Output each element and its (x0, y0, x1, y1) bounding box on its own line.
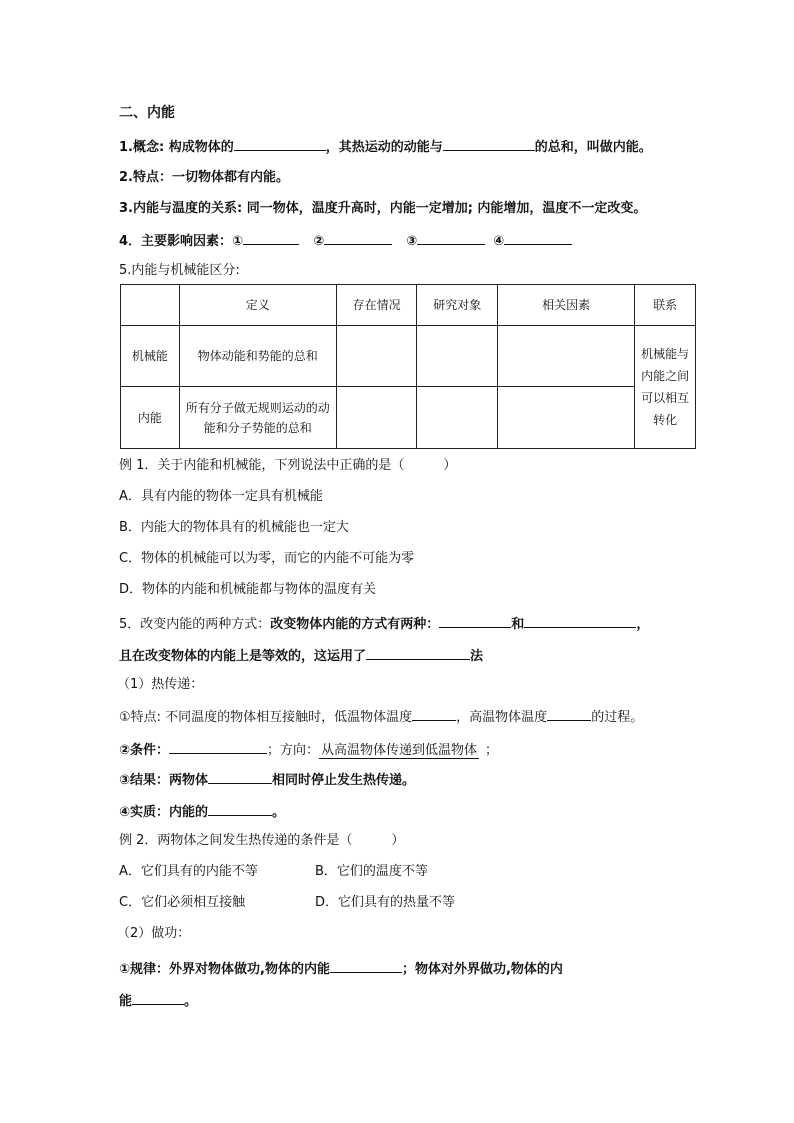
blank (417, 231, 485, 245)
blank (524, 614, 636, 628)
empty-cell (417, 387, 498, 449)
row-definition: 物体动能和势能的总和 (179, 326, 336, 387)
heat-cond-mid: ；方向： (267, 743, 320, 758)
empty-cell (498, 326, 635, 387)
empty-cell (336, 387, 417, 449)
heat-essence-prefix: ④实质：内能的 (119, 805, 209, 820)
factor-4: ④ (493, 234, 505, 249)
example2-option-a: A．它们具有的内能不等 (119, 864, 258, 879)
row-definition: 所有分子做无规则运动的动能和分子势能的总和 (179, 387, 336, 449)
blank (234, 137, 326, 151)
heat-result-prefix: ③结果：两物体 (119, 773, 209, 788)
relation-line: 3.内能与温度的关系: 同一物体，温度升高时，内能一定增加; 内能增加，温度不一定改变。 (119, 201, 647, 216)
blank (366, 646, 470, 660)
factor-3: ③ (406, 234, 418, 249)
factor-2: ② (313, 234, 325, 249)
change-line-2 (119, 646, 483, 666)
feature-line: 2.特点：一切物体都有内能。 (119, 170, 289, 185)
table-header-row (121, 285, 696, 326)
empty-cell (336, 326, 417, 387)
heat-feature-mid: ，高温物体温度 (456, 710, 548, 725)
change-bold: 改变物体内能的方式有两种： (270, 617, 440, 632)
table-row (121, 387, 696, 449)
change-line (119, 614, 649, 634)
factor-1: ① (232, 234, 244, 249)
heat-feature-prefix: ①特点: 不同温度的物体相互接触时，低温物体温度 (119, 710, 413, 725)
change-end: ， (636, 617, 650, 632)
concept-prefix: 1.概念: 构成物体的 (119, 140, 234, 155)
heat-essence (119, 802, 285, 822)
diff-title: 5.内能与机械能区分: (119, 263, 240, 278)
work-line2-prefix: 能 (119, 994, 133, 1009)
work-rule-mid: ；物体对外界做功,物体的内 (401, 962, 563, 977)
factors-line (119, 231, 572, 251)
header-cell (121, 285, 180, 326)
example1-option-d: D．物体的内能和机械能都与物体的温度有关 (119, 582, 377, 597)
change-line2-prefix: 且在改变物体的内能上是等效的，这运用了 (119, 649, 367, 664)
concept-suffix: 的总和，叫做内能。 (534, 140, 652, 155)
blank (443, 137, 535, 151)
header-cell: 相关因素 (498, 285, 635, 326)
example1-option-c: C．物体的机械能可以为零，而它的内能不可能为零 (119, 551, 415, 566)
work-title: （2）做功： (117, 926, 191, 941)
example2-question: 例 2．两物体之间发生热传递的条件是（ ） (119, 833, 405, 848)
blank (324, 231, 392, 245)
blank (132, 991, 184, 1005)
section-heading: 二、内能 (119, 105, 175, 121)
blank (169, 740, 267, 754)
heat-essence-suffix: 。 (272, 805, 286, 820)
factors-prefix: 4．主要影响因素： (119, 234, 233, 249)
example2-option-c: C．它们必须相互接触 (119, 895, 246, 910)
example1-question: 例 1．关于内能和机械能，下列说法中正确的是（ ） (119, 458, 457, 473)
header-cell: 定义 (179, 285, 336, 326)
example1-option-b: B．内能大的物体具有的机械能也一定大 (119, 520, 349, 535)
example1-option-a: A．具有内能的物体一定具有机械能 (119, 489, 323, 504)
header-cell: 存在情况 (336, 285, 417, 326)
row-name: 机械能 (121, 326, 180, 387)
work-rule-2 (119, 991, 197, 1011)
heat-direction: 从高温物体传递到低温物体 (321, 743, 478, 758)
blank (412, 707, 456, 721)
empty-cell (498, 387, 635, 449)
empty-cell (417, 326, 498, 387)
change-line2-suffix: 法 (470, 649, 484, 664)
change-and: 和 (511, 617, 525, 632)
heat-cond-end: ； (485, 743, 499, 758)
blank (504, 231, 572, 245)
table-row (121, 326, 696, 387)
blank (547, 707, 591, 721)
work-rule-prefix: ①规律：外界对物体做功,物体的内能 (119, 962, 330, 977)
row-name: 内能 (121, 387, 180, 449)
heat-condition (119, 740, 498, 760)
heat-cond-prefix: ②条件： (119, 743, 170, 758)
blank (243, 231, 299, 245)
heat-title: （1）热传递： (117, 677, 204, 692)
link-cell: 机械能与内能之间可以相互转化 (635, 326, 696, 449)
heat-feature (119, 707, 643, 727)
comparison-table (120, 284, 696, 449)
blank (439, 614, 511, 628)
heat-feature-suffix: 的过程。 (591, 710, 644, 725)
example2-option-d: D．它们具有的热量不等 (315, 895, 456, 910)
work-line2-suffix: 。 (184, 994, 198, 1009)
change-prefix: 5．改变内能的两种方式： (119, 617, 271, 632)
blank (330, 959, 402, 973)
blank (208, 802, 272, 816)
blank (208, 770, 272, 784)
heat-result-suffix: 相同时停止发生热传递。 (272, 773, 416, 788)
example2-option-b: B．它们的温度不等 (315, 864, 428, 879)
concept-mid: ，其热运动的动能与 (325, 140, 443, 155)
work-rule (119, 959, 563, 979)
concept-line (119, 137, 652, 157)
heat-result (119, 770, 415, 790)
header-cell: 研究对象 (417, 285, 498, 326)
header-cell: 联系 (635, 285, 696, 326)
